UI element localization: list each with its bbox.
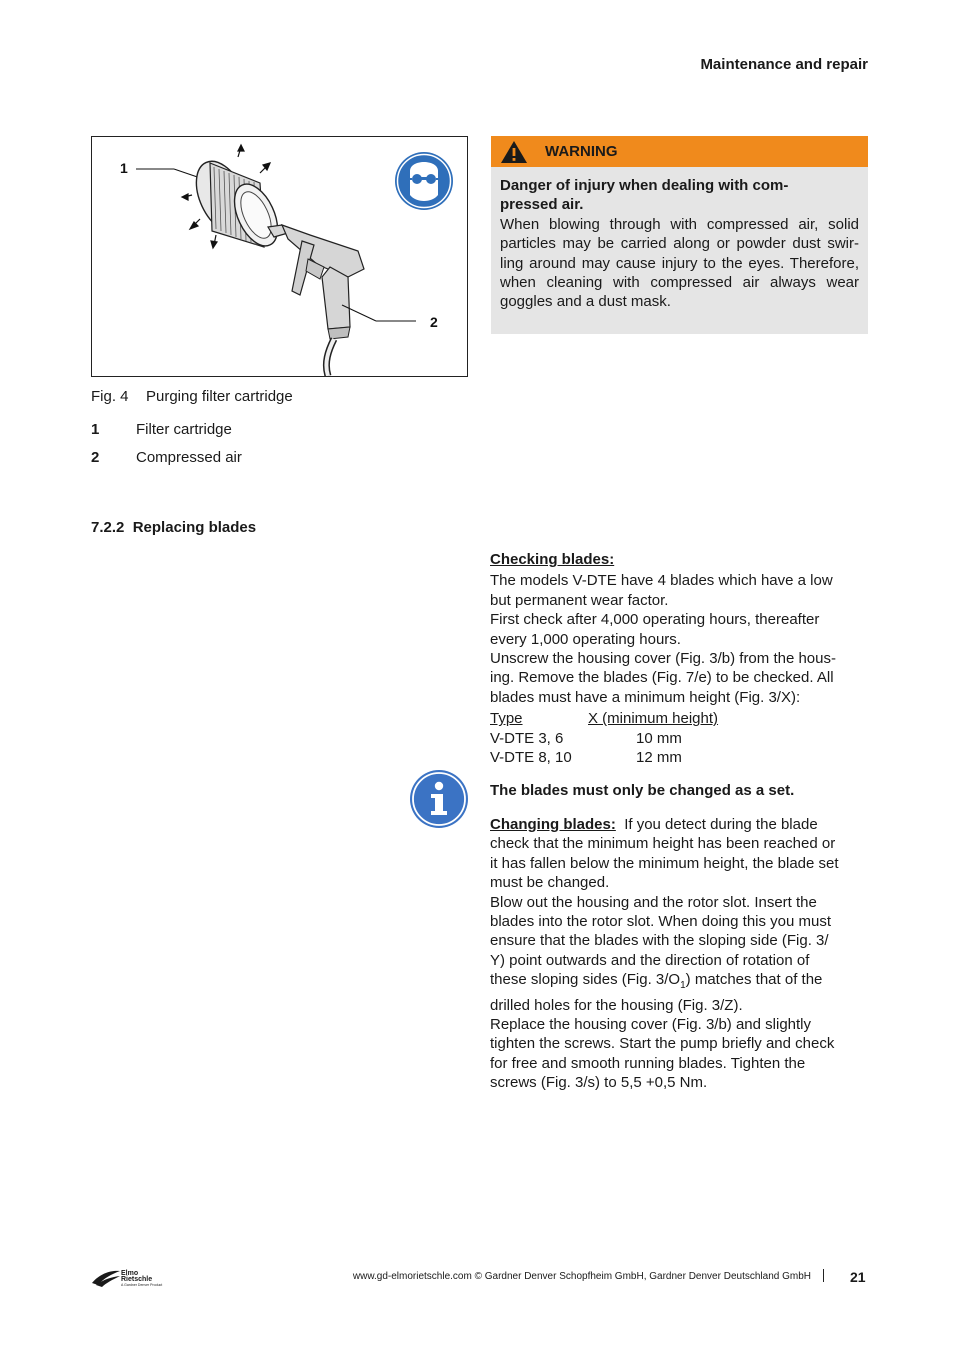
- subscript-index: 1: [680, 980, 686, 992]
- changing-line: for free and smooth running blades. Tighten the: [490, 1054, 806, 1072]
- section-heading: [91, 518, 256, 537]
- changing-line: drilled holes for the housing (Fig. 3/Z).: [490, 996, 743, 1014]
- warning-heading-line: Danger of injury when dealing with com-: [500, 177, 789, 194]
- figure-caption-label: Fig. 4: [91, 388, 129, 405]
- elmo-rietschle-logo: [90, 1267, 170, 1289]
- changing-line: blades into the rotor slot. When doing this you must: [490, 912, 832, 930]
- footer-divider: [823, 1269, 824, 1282]
- changing-line: screws (Fig. 3/s) to 5,5 +0,5 Nm.: [490, 1074, 708, 1092]
- checking-line: First check after 4,000 operating hours, thereafter: [490, 611, 820, 629]
- figure-caption-text: Purging filter cartridge: [146, 388, 293, 405]
- blade-instructions: [490, 550, 870, 1093]
- checking-title: Checking blades:: [490, 551, 615, 568]
- info-icon: [409, 769, 469, 829]
- changing-line: Y) point outwards and the direction of rotation of: [490, 951, 810, 969]
- table-row: [490, 729, 870, 748]
- warning-box: [491, 136, 868, 334]
- changing-title: Changing blades:: [490, 815, 616, 833]
- table-header-type: Type: [490, 710, 523, 728]
- warning-header: [491, 136, 868, 167]
- changing-line-part: ) matches that of the: [685, 971, 823, 989]
- running-header-title: Maintenance and repair: [700, 56, 868, 73]
- checking-text: [490, 571, 870, 707]
- filter-cartridge-drawing: [186, 153, 286, 252]
- legend-item: [91, 420, 232, 439]
- changing-line: Blow out the housing and the rotor slot. Insert the: [490, 893, 817, 911]
- table-cell-height: 12 mm: [636, 749, 682, 767]
- note-text: The blades must only be changed as a set.: [490, 782, 795, 800]
- warning-body: [500, 176, 859, 312]
- section-number: 7.2.2: [91, 519, 125, 536]
- table-row: [490, 748, 870, 767]
- warning-title: WARNING: [545, 143, 618, 160]
- table-cell-type: V-DTE 8, 10: [490, 749, 572, 767]
- warning-triangle-icon: [500, 140, 528, 164]
- changing-line: it has fallen below the minimum height, the blade set: [490, 854, 839, 872]
- table-header-height: X (minimum height): [588, 710, 719, 728]
- logo-tagline: A Gardner Denver Product: [121, 1283, 163, 1287]
- goggles-mandatory-icon: [395, 152, 453, 210]
- changing-line: tighten the screws. Start the pump briefly and check: [490, 1035, 835, 1053]
- warning-text: When blowing through with compressed air, solid particles may be carried along or powder dust swir- ling around may cause injury to the eyes. Therefore, when cleaning with compressed air always wear goggles and a dust mask.: [500, 215, 859, 311]
- legend-number: 1: [91, 421, 100, 438]
- warning-heading-line: pressed air.: [500, 196, 584, 214]
- changing-line: ensure that the blades with the sloping side (Fig. 3/: [490, 932, 829, 950]
- footer-copyright: © Gardner Denver Schopfheim GmbH, Gardner Denver Deutschland GmbH: [474, 1271, 811, 1282]
- logo-line-1: Elmo: [121, 1270, 139, 1277]
- legend-text: Filter cartridge: [136, 421, 232, 438]
- checking-line: Unscrew the housing cover (Fig. 3/b) from the hous-: [490, 650, 836, 668]
- figure-caption: [91, 387, 293, 406]
- footer-text: [300, 1270, 811, 1284]
- legend-number: 2: [91, 449, 100, 466]
- changing-line: If you detect during the blade: [624, 815, 818, 833]
- checking-line: ing. Remove the blades (Fig. 7/e) to be checked. All: [490, 669, 834, 687]
- section-title: Replacing blades: [132, 519, 257, 536]
- table-cell-type: V-DTE 3, 6: [490, 729, 564, 747]
- blade-height-table: [490, 709, 870, 767]
- logo-line-2: Rietschle: [121, 1276, 153, 1283]
- footer-url[interactable]: www.gd-elmorietschle.com: [352, 1271, 472, 1282]
- checking-line: every 1,000 operating hours.: [490, 630, 681, 648]
- figure-frame: [91, 136, 468, 377]
- changing-line-part: these sloping sides (Fig. 3/O: [490, 971, 681, 989]
- purging-filter-illustration: [92, 137, 467, 376]
- checking-line: but permanent wear factor.: [490, 591, 669, 609]
- changing-line: [490, 970, 870, 995]
- checking-line: The models V-DTE have 4 blades which have a low: [490, 572, 833, 590]
- table-header-row: [490, 709, 726, 728]
- callout-2-label: 2: [430, 314, 438, 330]
- callout-1-label: 1: [120, 160, 128, 176]
- page-number: 21: [850, 1269, 866, 1285]
- changing-line: Replace the housing cover (Fig. 3/b) and slightly: [490, 1015, 812, 1033]
- changing-line: check that the minimum height has been reached or: [490, 835, 836, 853]
- compressed-air-gun-drawing: [268, 225, 364, 376]
- legend-text: Compressed air: [136, 449, 242, 466]
- checking-line: blades must have a minimum height (Fig. 3/X):: [490, 688, 801, 706]
- changing-text: [490, 815, 870, 1093]
- legend-item: [91, 448, 242, 467]
- changing-line: must be changed.: [490, 874, 610, 892]
- table-cell-height: 10 mm: [636, 729, 682, 747]
